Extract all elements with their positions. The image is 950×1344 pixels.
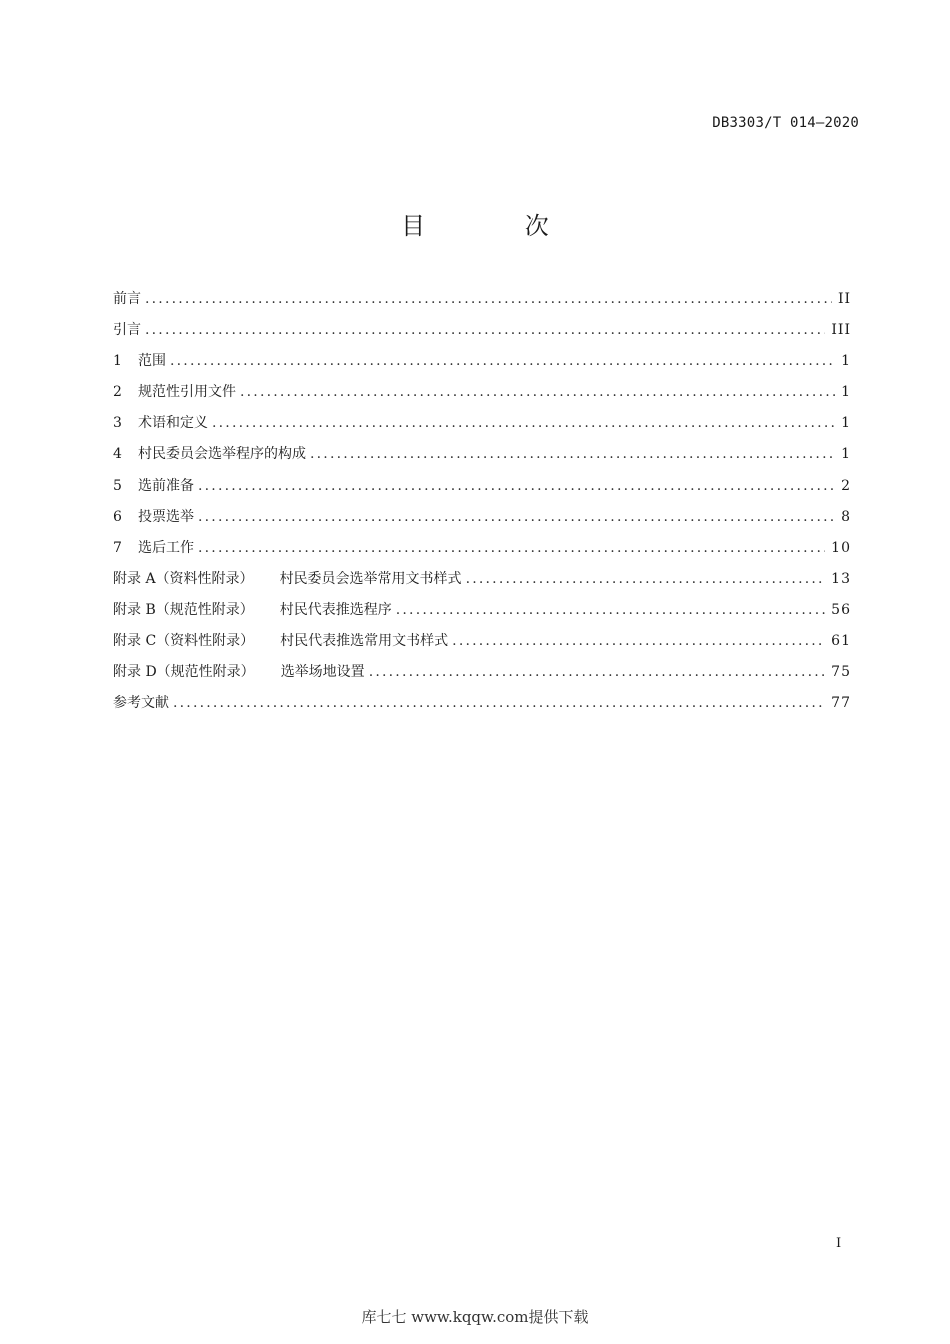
dot-leader [170,346,835,377]
toc-entry-label: 投票选举 [138,508,194,525]
toc-entry-page: 1 [841,384,851,401]
toc-entry-foreword[interactable] [113,284,851,315]
table-of-contents [113,284,851,719]
dot-leader [173,688,825,719]
toc-entry-page: 10 [831,539,851,556]
toc-entry-page: 1 [841,353,851,370]
toc-entry-subtitle: 村民代表推选常用文书样式 [280,633,449,650]
dot-leader [212,408,835,439]
toc-entry-page: 8 [841,508,851,525]
toc-entry-label: 引言 [113,322,141,339]
toc-entry-label: 范围 [138,353,166,370]
toc-entry-election-procedure[interactable] [113,439,851,470]
toc-entry-page: 75 [831,664,851,681]
toc-entry-label: 村民委员会选举程序的构成 [138,446,306,463]
page-number: I [836,1236,842,1251]
toc-entry-appendix-a[interactable] [113,564,851,595]
toc-entry-number: 2 [113,384,122,401]
toc-entry-subtitle: 村民代表推选程序 [279,601,392,618]
toc-entry-label: 附录 B（规范性附录） [113,601,254,618]
dot-leader [310,439,835,470]
toc-entry-number: 1 [113,353,122,370]
toc-entry-introduction[interactable] [113,315,851,346]
document-code: DB3303/T 014—2020 [712,115,859,131]
toc-entry-page: 61 [831,633,851,650]
toc-entry-label: 附录 D（规范性附录） [113,664,255,681]
toc-entry-page: 77 [831,695,851,712]
toc-entry-scope[interactable] [113,346,851,377]
toc-entry-page: III [831,322,851,339]
toc-entry-label: 附录 A（资料性附录） [113,570,254,587]
toc-entry-pre-election[interactable] [113,471,851,502]
toc-entry-appendix-b[interactable] [113,595,851,626]
toc-entry-voting[interactable] [113,502,851,533]
dot-leader [452,626,825,657]
toc-entry-terms-definitions[interactable] [113,408,851,439]
toc-entry-page: 2 [841,477,851,494]
toc-title: 目 次 [401,212,595,240]
toc-entry-appendix-c[interactable] [113,626,851,657]
toc-entry-label: 附录 C（资料性附录） [113,633,255,650]
toc-entry-page: 1 [841,446,851,463]
toc-entry-subtitle: 村民委员会选举常用文书样式 [279,570,462,587]
toc-entry-number: 7 [113,539,122,556]
toc-entry-page: 56 [831,601,851,618]
toc-entry-label: 规范性引用文件 [138,384,236,401]
toc-entry-label: 前言 [113,291,141,307]
toc-entry-label: 选前准备 [138,477,194,494]
dot-leader [198,471,835,502]
dot-leader [369,657,825,688]
toc-entry-bibliography[interactable] [113,688,851,719]
toc-entry-page: 13 [831,570,851,587]
dot-leader [198,533,825,564]
toc-entry-page: 1 [841,415,851,432]
dot-leader [145,284,832,315]
dot-leader [145,315,825,346]
dot-leader [198,502,835,533]
toc-entry-number: 6 [113,508,122,525]
toc-entry-appendix-d[interactable] [113,657,851,688]
dot-leader [396,595,825,626]
dot-leader [240,377,835,408]
dot-leader [466,564,826,595]
toc-entry-number: 5 [113,477,122,494]
toc-entry-label: 术语和定义 [138,415,208,432]
toc-entry-number: 3 [113,415,122,432]
toc-entry-subtitle: 选举场地设置 [280,664,365,681]
toc-entry-page: II [837,291,851,307]
toc-entry-label: 参考文献 [113,695,169,712]
footer-watermark-text: 库七七 www.kqqw.com提供下载 [361,1308,589,1326]
toc-entry-post-election[interactable] [113,533,851,564]
toc-entry-number: 4 [113,446,122,463]
toc-entry-normative-references[interactable] [113,377,851,408]
toc-entry-label: 选后工作 [138,539,194,556]
